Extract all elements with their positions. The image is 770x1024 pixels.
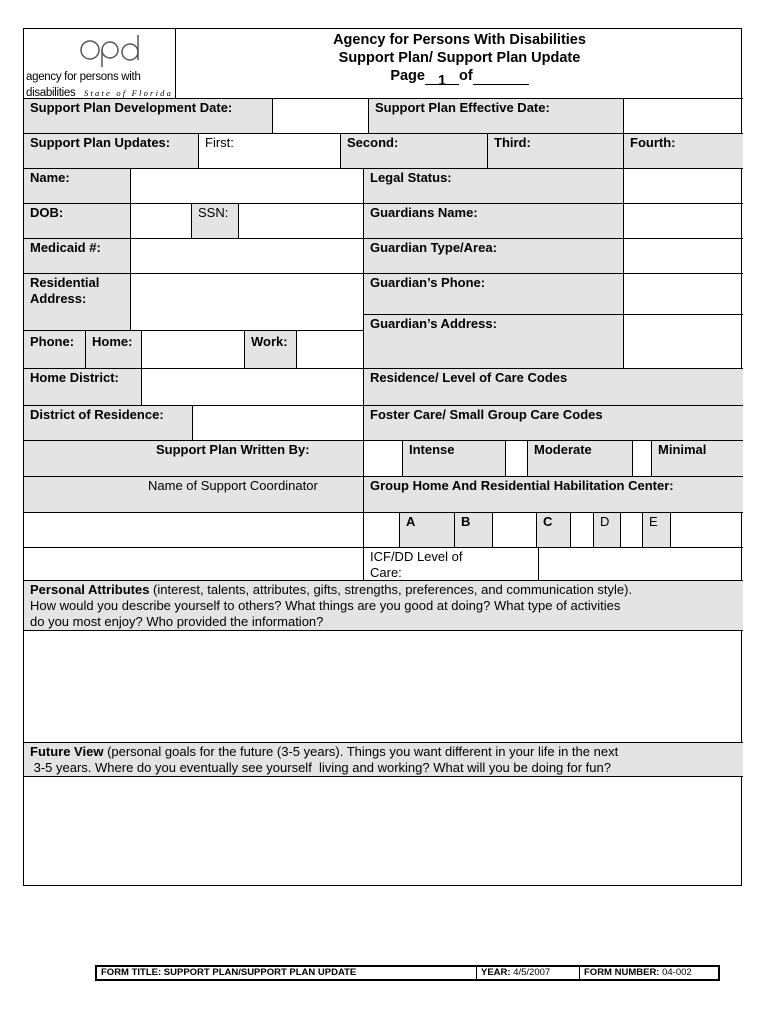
group-home-label: Group Home And Residential Habilitation Center: xyxy=(364,477,743,513)
name-label: Name: xyxy=(24,169,131,204)
logo-subtitle: State of Florida xyxy=(84,88,174,98)
home-phone-label: Home: xyxy=(86,331,142,369)
future-view-header: Future View (personal goals for the future (3-5 years). Things you want different in your life in the next 3-5 years. Where do you eventually see yourself living and working? What will you be doing for fun? xyxy=(24,743,743,777)
written-by-label: Support Plan Written By: xyxy=(24,441,364,477)
personal-attributes-title: Personal Attributes xyxy=(30,582,150,597)
guardian-phone-label: Guardian’s Phone: xyxy=(364,274,624,315)
guardian-address-field[interactable] xyxy=(624,315,743,369)
minimal-label: Minimal xyxy=(652,441,743,477)
form-footer xyxy=(95,965,720,981)
support-plan-form xyxy=(23,28,742,886)
name-field[interactable] xyxy=(131,169,364,204)
icf-level-label: ICF/DD Level of Care: xyxy=(364,548,539,581)
moderate-label: Moderate xyxy=(528,441,633,477)
future-view-field[interactable] xyxy=(24,777,743,885)
personal-attributes-field[interactable] xyxy=(24,631,743,743)
code-a-label: A xyxy=(400,513,455,548)
level-of-care-label: Residence/ Level of Care Codes xyxy=(364,369,743,406)
medicaid-label: Medicaid #: xyxy=(24,239,131,274)
footer-form-number: FORM NUMBER: 04-002 xyxy=(584,967,692,978)
guardians-name-field[interactable] xyxy=(624,204,743,239)
intense-label: Intense xyxy=(403,441,506,477)
update-second-label: Second: xyxy=(341,134,488,169)
ssn-field[interactable] xyxy=(239,204,364,239)
logo-cell xyxy=(24,29,176,99)
district-of-residence-label: District of Residence: xyxy=(24,406,193,441)
dob-field[interactable] xyxy=(131,204,192,239)
ssn-label: SSN: xyxy=(192,204,239,239)
residential-address-field[interactable] xyxy=(131,274,364,331)
form-header xyxy=(176,29,743,99)
page-indicator: Page 1 of xyxy=(182,67,737,85)
footer-form-title: FORM TITLE: SUPPORT PLAN/SUPPORT PLAN UPDATE xyxy=(97,967,477,979)
district-of-residence-field[interactable] xyxy=(193,406,364,441)
page-total[interactable] xyxy=(473,72,529,85)
icf-blank-left[interactable] xyxy=(24,548,364,581)
code-e-label: E xyxy=(643,513,671,548)
dob-label: DOB: xyxy=(24,204,131,239)
home-phone-field[interactable] xyxy=(142,331,245,369)
intensity-blank-cell[interactable] xyxy=(364,441,403,477)
support-coordinator-field[interactable] xyxy=(24,513,364,548)
guardian-type-field[interactable] xyxy=(624,239,743,274)
legal-status-field[interactable] xyxy=(624,169,743,204)
update-fourth-label: Fourth: xyxy=(624,134,743,169)
home-district-label: Home District: xyxy=(24,369,142,406)
work-phone-label: Work: xyxy=(245,331,297,369)
guardian-phone-field[interactable] xyxy=(624,274,743,315)
code-b-blank[interactable] xyxy=(493,513,537,548)
phone-label: Phone: xyxy=(24,331,86,369)
support-coordinator-label: Name of Support Coordinator xyxy=(24,477,364,513)
work-phone-field[interactable] xyxy=(297,331,364,369)
guardians-name-label: Guardians Name: xyxy=(364,204,624,239)
form-title-line2: Support Plan/ Support Plan Update xyxy=(338,50,581,66)
dev-date-label: Support Plan Development Date: xyxy=(24,99,273,134)
code-c-blank[interactable] xyxy=(571,513,594,548)
apd-logo-icon xyxy=(76,31,146,69)
dev-date-field[interactable] xyxy=(273,99,369,134)
code-b-label: B xyxy=(455,513,493,548)
guardian-address-label: Guardian’s Address: xyxy=(364,315,624,369)
residential-address-label: Residential Address: xyxy=(24,274,131,331)
update-first-field[interactable]: First: xyxy=(199,134,341,169)
future-view-title: Future View xyxy=(30,744,104,759)
logo-text: agency for persons with disabilities xyxy=(26,71,141,99)
moderate-checkbox[interactable] xyxy=(633,441,652,477)
guardian-type-label: Guardian Type/Area: xyxy=(364,239,624,274)
code-c-label: C xyxy=(537,513,571,548)
intense-checkbox[interactable] xyxy=(506,441,528,477)
footer-year: YEAR: 4/5/2007 xyxy=(477,967,580,979)
icf-level-field[interactable] xyxy=(539,548,743,581)
code-d-blank[interactable] xyxy=(621,513,643,548)
eff-date-label: Support Plan Effective Date: xyxy=(369,99,624,134)
update-third-label: Third: xyxy=(488,134,624,169)
personal-attributes-header: Personal Attributes (interest, talents, attributes, gifts, strengths, preferences, and communication style). How would you describe yourself to others? What things are you good at doing? What type of activities do you most enjoy? Who provided the information? xyxy=(24,581,743,631)
foster-care-label: Foster Care/ Small Group Care Codes xyxy=(364,406,743,441)
updates-label: Support Plan Updates: xyxy=(24,134,199,169)
page-number[interactable]: 1 xyxy=(425,72,459,85)
form-title-line1: Agency for Persons With Disabilities xyxy=(333,32,586,48)
code-d-label: D xyxy=(594,513,621,548)
medicaid-field[interactable] xyxy=(131,239,364,274)
code-e-blank[interactable] xyxy=(671,513,743,548)
code-a-blank[interactable] xyxy=(364,513,400,548)
home-district-field[interactable] xyxy=(142,369,364,406)
legal-status-label: Legal Status: xyxy=(364,169,624,204)
eff-date-field[interactable] xyxy=(624,99,743,134)
